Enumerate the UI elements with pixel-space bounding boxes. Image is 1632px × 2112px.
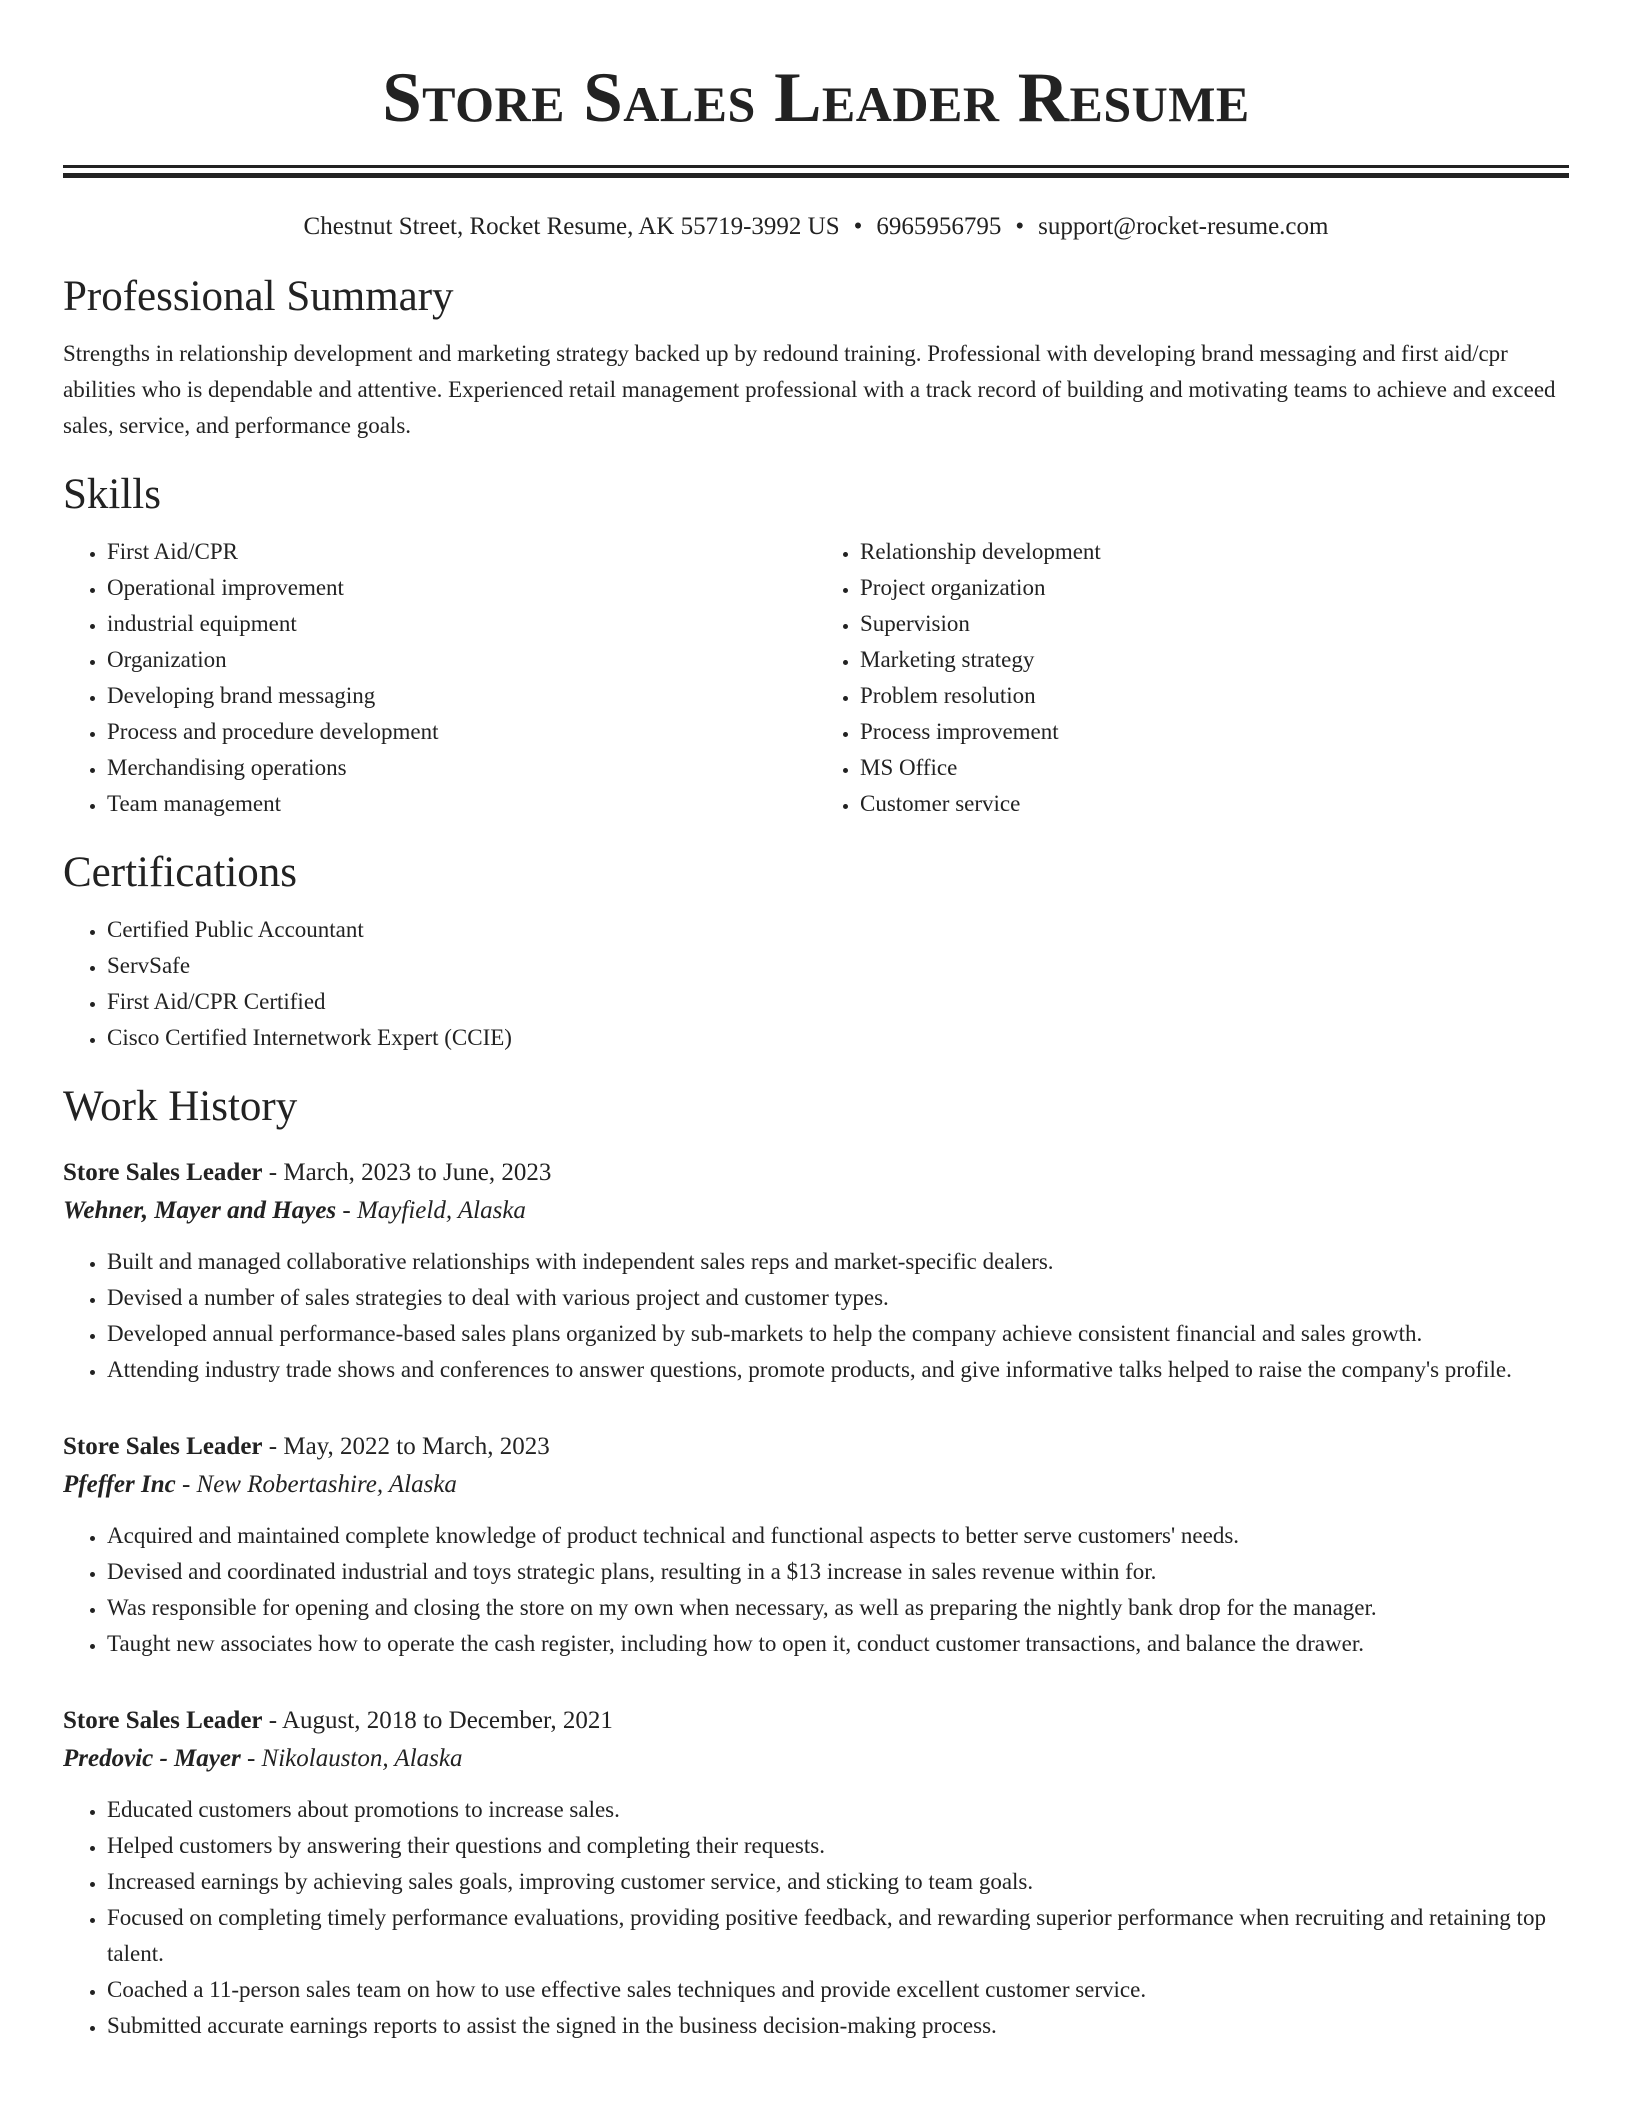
contact-separator: • (853, 213, 863, 240)
job-bullet: • Devised and coordinated industrial and toys strategic plans, resulting in a $13 increase in sales revenue within for. (107, 1554, 1569, 1590)
skill-item: • Process improvement (860, 714, 1569, 750)
job-location: - Mayfield, Alaska (336, 1197, 526, 1224)
skill-item: • MS Office (860, 750, 1569, 786)
skill-item: • Relationship development (860, 534, 1569, 570)
skills-list-right (816, 534, 1569, 822)
resume-title: Store Sales Leader Resume (382, 59, 1250, 137)
job-entry (63, 1154, 1569, 1388)
job-bullet: • Focused on completing timely performance evaluations, providing positive feedback, and rewarding superior performance when recruiting and retaining top talent. (107, 1900, 1569, 1972)
skill-item: • Operational improvement (107, 570, 816, 606)
job-title: Store Sales Leader (63, 1707, 263, 1734)
job-title-line (63, 1428, 1569, 1466)
skill-item: • Organization (107, 642, 816, 678)
certifications-list (63, 912, 1569, 1056)
skill-item: • Process and procedure development (107, 714, 816, 750)
certifications-heading: Certifications (63, 849, 298, 896)
skills-columns (63, 534, 1569, 822)
skills-heading: Skills (63, 471, 161, 518)
skill-item: • Developing brand messaging (107, 678, 816, 714)
job-bullet: • Devised a number of sales strategies to deal with various project and customer types. (107, 1280, 1569, 1316)
skills-list-left (63, 534, 816, 822)
certification-item: • First Aid/CPR Certified (107, 984, 1569, 1020)
job-bullet: • Developed annual performance-based sales plans organized by sub-markets to help the company achieve consistent financial and sales growth. (107, 1316, 1569, 1352)
skill-item: • industrial equipment (107, 606, 816, 642)
contact-separator: • (1015, 213, 1025, 240)
job-company-line (63, 1466, 1569, 1504)
certification-item: • ServSafe (107, 948, 1569, 984)
job-dates: - May, 2022 to March, 2023 (262, 1433, 550, 1460)
job-dates: - August, 2018 to December, 2021 (262, 1707, 613, 1734)
summary-heading: Professional Summary (63, 273, 454, 320)
title-divider-bottom (63, 173, 1569, 178)
skill-item: • Team management (107, 786, 816, 822)
job-bullet: • Helped customers by answering their questions and completing their requests. (107, 1828, 1569, 1864)
job-bullets (63, 1518, 1569, 1662)
skill-item: • Problem resolution (860, 678, 1569, 714)
contact-address: Chestnut Street, Rocket Resume, AK 55719-3992 US (303, 213, 840, 240)
skill-item: • Customer service (860, 786, 1569, 822)
job-bullet: • Taught new associates how to operate the cash register, including how to open it, conduct customer transactions, and balance the drawer. (107, 1626, 1569, 1662)
contact-email: support@rocket-resume.com (1038, 213, 1329, 240)
skill-item: • Merchandising operations (107, 750, 816, 786)
skill-item: • Marketing strategy (860, 642, 1569, 678)
job-bullet: • Built and managed collaborative relationships with independent sales reps and market-specific dealers. (107, 1244, 1569, 1280)
job-company-line (63, 1740, 1569, 1778)
job-company: Predovic - Mayer (63, 1745, 241, 1772)
job-bullet: • Submitted accurate earnings reports to assist the signed in the business decision-making process. (107, 2008, 1569, 2044)
job-bullet: • Increased earnings by achieving sales goals, improving customer service, and sticking to team goals. (107, 1864, 1569, 1900)
skill-item: • Project organization (860, 570, 1569, 606)
job-entry (63, 1428, 1569, 1662)
certification-item: • Cisco Certified Internetwork Expert (CCIE) (107, 1020, 1569, 1056)
job-title-line (63, 1702, 1569, 1740)
job-company-line (63, 1192, 1569, 1230)
job-bullets (63, 1244, 1569, 1388)
job-bullet: • Acquired and maintained complete knowledge of product technical and functional aspects to better serve customers' needs. (107, 1518, 1569, 1554)
job-title: Store Sales Leader (63, 1159, 263, 1186)
contact-info (63, 212, 1569, 242)
job-bullets (63, 1792, 1569, 2044)
job-title: Store Sales Leader (63, 1433, 263, 1460)
job-bullet: • Coached a 11-person sales team on how to use effective sales techniques and provide excellent customer service. (107, 1972, 1569, 2008)
job-bullet: • Attending industry trade shows and conferences to answer questions, promote products, and give informative talks helped to raise the company's profile. (107, 1352, 1569, 1388)
job-location: - New Robertashire, Alaska (175, 1471, 457, 1498)
job-company: Pfeffer Inc (63, 1471, 176, 1498)
title-divider-top (63, 165, 1569, 168)
job-company: Wehner, Mayer and Hayes (63, 1197, 337, 1224)
contact-phone: 6965956795 (876, 213, 1002, 240)
job-bullet: • Educated customers about promotions to increase sales. (107, 1792, 1569, 1828)
skill-item: • First Aid/CPR (107, 534, 816, 570)
work-history-heading: Work History (63, 1083, 298, 1130)
job-title-line (63, 1154, 1569, 1192)
certification-item: • Certified Public Accountant (107, 912, 1569, 948)
job-entry (63, 1702, 1569, 2044)
job-bullet: • Was responsible for opening and closing the store on my own when necessary, as well as preparing the nightly bank drop for the manager. (107, 1590, 1569, 1626)
job-location: - Nikolauston, Alaska (240, 1745, 463, 1772)
skill-item: • Supervision (860, 606, 1569, 642)
summary-text: Strengths in relationship development and marketing strategy backed up by redound training. Professional with developing brand messaging and first aid/cpr abilities who is dependable and attentive. Experienced retail management professional with a track record of building and motivating teams to achieve and exceed sales, service, and performance goals. (63, 341, 1556, 438)
job-dates: - March, 2023 to June, 2023 (262, 1159, 552, 1186)
